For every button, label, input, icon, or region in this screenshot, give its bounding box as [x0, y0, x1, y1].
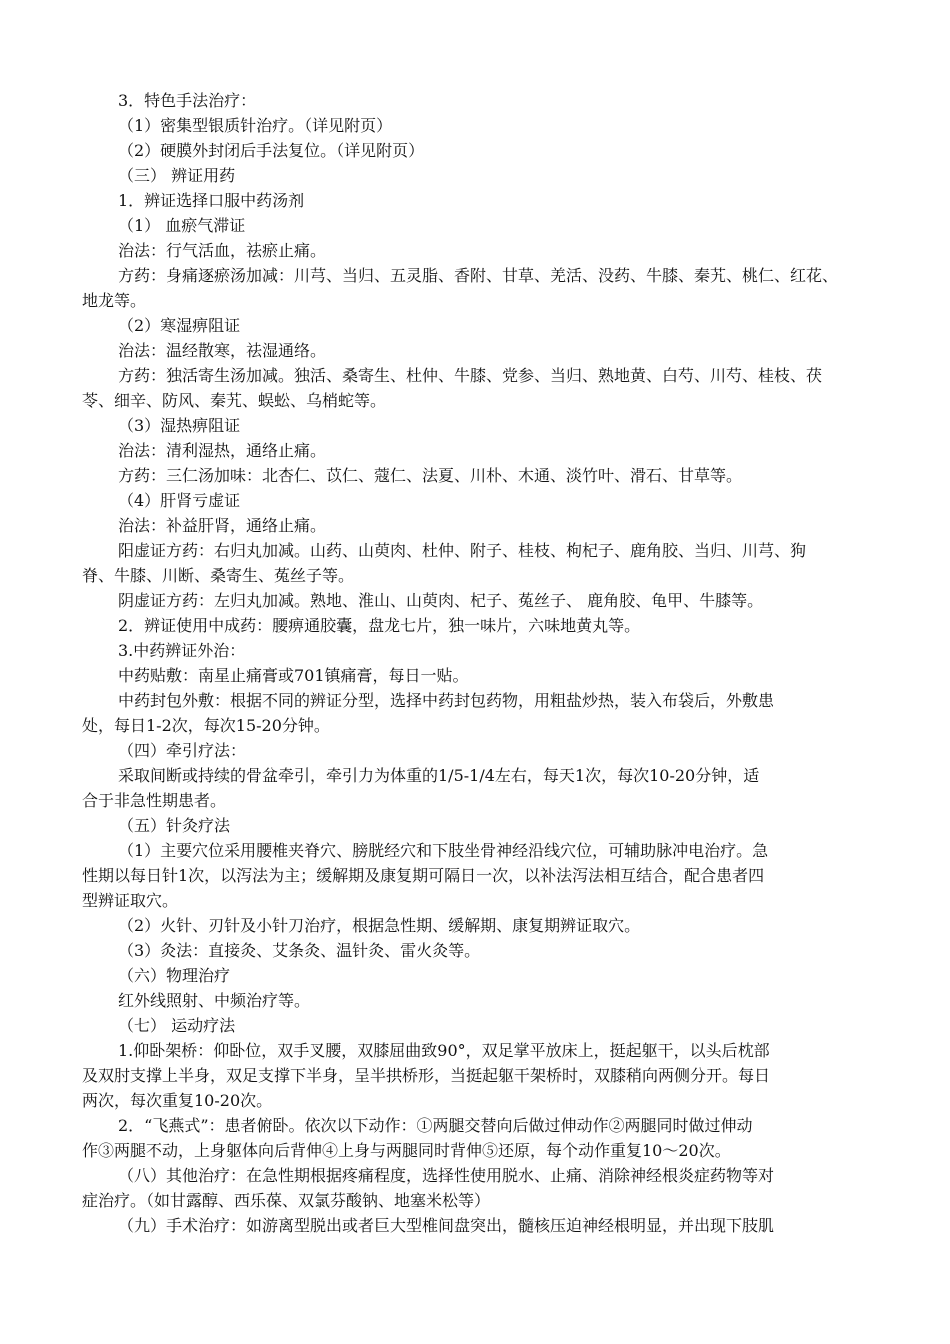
text-line: 地龙等。	[82, 291, 147, 310]
text-line: 治法：行气活血，祛瘀止痛。	[118, 241, 327, 260]
text-line: 治法：温经散寒，祛湿通络。	[118, 341, 327, 360]
text-line: 方药：身痛逐瘀汤加减：川芎、当归、五灵脂、香附、甘草、羌活、没药、牛膝、秦艽、桃仁、红花、	[118, 266, 839, 285]
text-line: （1） 血瘀气滞证	[118, 216, 246, 235]
text-line: 作③两腿不动，上身躯体向后背伸④上身与两腿同时背伸⑤还原，每个动作重复10～20次。	[82, 1141, 731, 1160]
text-line: 及双肘支撑上半身，双足支撑下半身，呈半拱桥形，当挺起躯干架桥时，双膝稍向两侧分开。每日	[82, 1066, 771, 1085]
text-line: 两次，每次重复10-20次。	[82, 1091, 273, 1110]
text-line: （1）主要穴位采用腰椎夹脊穴、膀胱经穴和下肢坐骨神经沿线穴位，可辅助脉冲电治疗。急	[118, 841, 769, 860]
section-heading: （五）针灸疗法	[118, 816, 231, 835]
text-line: 3.中药辨证外治：	[118, 641, 246, 660]
text-line: 治法：补益肝肾，通络止痛。	[118, 516, 327, 535]
text-line: 治法：清利湿热，通络止痛。	[118, 441, 327, 460]
text-line: 阴虚证方药：左归丸加减。熟地、淮山、山萸肉、杞子、菟丝子、 鹿角胶、龟甲、牛膝等。	[118, 591, 764, 610]
text-line: （2）火针、刃针及小针刀治疗，根据急性期、缓解期、康复期辨证取穴。	[118, 916, 641, 935]
text-line: 1.仰卧架桥：仰卧位，双手叉腰，双膝屈曲致90°，双足掌平放床上，挺起躯干，以头后枕部	[118, 1041, 770, 1060]
text-line: 2．“飞燕式”：患者俯卧。依次以下动作：①两腿交替向后做过伸动作②两腿同时做过伸动	[118, 1116, 753, 1135]
text-line: 症治疗。（如甘露醇、西乐葆、双氯芬酸钠、地塞米松等）	[82, 1191, 491, 1210]
text-line: （2）寒湿痹阻证	[118, 316, 241, 335]
text-line: 采取间断或持续的骨盆牵引，牵引力为体重的1/5-1/4左右，每天1次，每次10-20分钟，适	[118, 766, 760, 785]
text-line: 红外线照射、中频治疗等。	[118, 991, 311, 1010]
text-line: 合于非急性期患者。	[82, 791, 227, 810]
text-line: 方药：三仁汤加味：北杏仁、苡仁、蔻仁、法夏、川朴、木通、淡竹叶、滑石、甘草等。	[118, 466, 743, 485]
text-line: 处，每日1-2次，每次15-20分钟。	[82, 716, 330, 735]
text-line: 1．辨证选择口服中药汤剂	[118, 191, 305, 210]
text-line: 方药：独活寄生汤加减。独活、桑寄生、杜仲、牛膝、党参、当归、熟地黄、白芍、川芍、桂枝、茯	[118, 366, 823, 385]
text-line: （2）硬膜外封闭后手法复位。（详见附页）	[118, 141, 425, 160]
section-heading: （七） 运动疗法	[118, 1016, 236, 1035]
section-heading: （三） 辨证用药	[118, 166, 236, 185]
text-line: （3）灸法：直接灸、艾条灸、温针灸、雷火灸等。	[118, 941, 481, 960]
text-line: 脊、牛膝、川断、桑寄生、菟丝子等。	[82, 566, 355, 585]
text-line: （1）密集型银质针治疗。（详见附页）	[118, 116, 393, 135]
text-line: （九）手术治疗：如游离型脱出或者巨大型椎间盘突出，髓核压迫神经根明显，并出现下肢肌	[118, 1216, 775, 1235]
text-line: 阳虚证方药：右归丸加减。山药、山萸肉、杜仲、附子、桂枝、枸杞子、鹿角胶、当归、川芎、狗	[118, 541, 807, 560]
text-line: 苓、细辛、防风、秦艽、蜈蚣、乌梢蛇等。	[82, 391, 387, 410]
text-line: 中药封包外敷：根据不同的辨证分型，选择中药封包药物，用粗盐炒热，装入布袋后，外敷患	[118, 691, 775, 710]
text-line: （3）湿热痹阻证	[118, 416, 241, 435]
text-line: 3．特色手法治疗：	[118, 91, 257, 110]
text-line: 型辨证取穴。	[82, 891, 179, 910]
text-line: （4）肝肾亏虚证	[118, 491, 241, 510]
text-line: 性期以每日针1次，以泻法为主；缓解期及康复期可隔日一次，以补法泻法相互结合，配合患者四	[82, 866, 765, 885]
section-heading: （六）物理治疗	[118, 966, 231, 985]
text-line: （八）其他治疗：在急性期根据疼痛程度，选择性使用脱水、止痛、消除神经根炎症药物等对	[118, 1166, 775, 1185]
text-line: 2．辨证使用中成药：腰痹通胶囊，盘龙七片，独一味片，六味地黄丸等。	[118, 616, 641, 635]
text-line: 中药贴敷：南星止痛膏或701镇痛膏，每日一贴。	[118, 666, 469, 685]
section-heading: （四）牵引疗法：	[118, 741, 247, 760]
